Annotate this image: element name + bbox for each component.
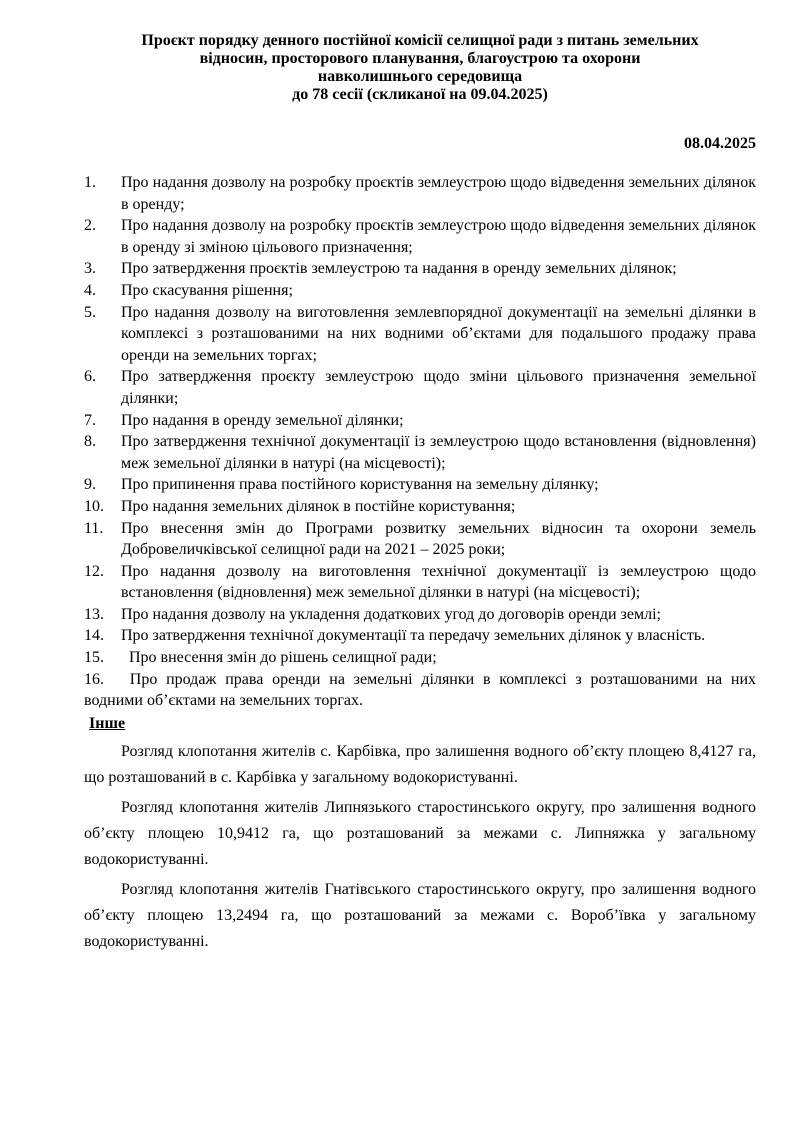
agenda-item-number: 5. (84, 303, 96, 321)
agenda-item-text: Про затвердження технічної документації із землеустрою щодо встановлення (відновлення) меж земельної ділянки в натурі (на місцевості); (121, 433, 756, 472)
section-heading-other: Інше (89, 714, 126, 732)
agenda-item (84, 496, 756, 518)
document-date: 08.04.2025 (684, 135, 756, 152)
agenda-item-number: 12. (84, 562, 104, 580)
agenda-item (84, 604, 756, 626)
agenda-item (84, 215, 756, 258)
agenda-item-text: Про надання дозволу на укладення додаткових угод до договорів оренди землі; (121, 605, 661, 623)
agenda-item-text: Про внесення змін до рішень селищної ради; (121, 649, 437, 667)
agenda-item (84, 647, 756, 669)
petition-paragraph: Розгляд клопотання жителів Гнатівського старостинського округу, про залишення водного об’єкту площею 13,2494 га, що розташований за межами с. Вороб’ївка у загальному водокористуванні. (84, 880, 756, 950)
agenda-item (84, 518, 756, 561)
agenda-item (84, 474, 756, 496)
agenda-item-number: 11. (84, 519, 104, 537)
agenda-item-text: Про внесення змін до Програми розвитку земельних відносин та охорони земель Добровеличківської селищної ради на 2021 – 2025 роки; (121, 519, 756, 559)
title-line: Проєкт порядку денного постійної комісії селищної ради з питань земельних (141, 32, 699, 49)
agenda-item-text: Про надання дозволу на виготовлення землевпорядної документації на земельні ділянки в комплексі з розташованими на них водними об’єктами для подальшого продажу права оренди на земельних торгах; (121, 303, 756, 364)
agenda-item-text: Про надання дозволу на розробку проєктів землеустрою щодо відведення земельних ділянок в оренду; (121, 174, 756, 213)
agenda-item-number: 8. (84, 433, 96, 451)
agenda-item (84, 302, 756, 367)
agenda-list (84, 172, 760, 712)
agenda-item-number: 2. (84, 217, 96, 235)
agenda-item (84, 561, 756, 604)
agenda-item-number: 6. (84, 368, 96, 386)
agenda-item (84, 431, 756, 474)
agenda-item-text: Про припинення права постійного користування на земельну ділянку; (121, 476, 599, 494)
agenda-item (84, 625, 756, 647)
agenda-item-number: 9. (84, 476, 96, 494)
agenda-item-text: Про затвердження технічної документації та передачу земельних ділянок у власність. (121, 627, 706, 645)
agenda-item-number: 3. (84, 260, 96, 278)
agenda-item (84, 669, 760, 712)
agenda-item (84, 366, 756, 409)
agenda-item-text: Про затвердження проєкту землеустрою щодо зміни цільового призначення земельної ділянки; (121, 368, 756, 407)
agenda-item-text: Про надання дозволу на розробку проєктів землеустрою щодо відведення земельних ділянок в оренду зі зміною цільового призначення; (121, 217, 756, 256)
agenda-item-number: 16. (84, 670, 104, 688)
agenda-item-number: 10. (84, 497, 104, 515)
agenda-item (84, 410, 756, 432)
agenda-item-text: Про скасування рішення; (121, 281, 293, 299)
title-line: відносин, просторового планування, благоустрою та охорони (199, 50, 641, 67)
title-line: навколишнього середовища (317, 68, 523, 85)
agenda-item-number: 13. (84, 605, 104, 623)
petition-paragraph: Розгляд клопотання жителів с. Карбівка, про залишення водного об’єкту площею 8,4127 га, що розташований в с. Карбівка у загальному водокористуванні. (84, 742, 756, 786)
agenda-item-text: Про надання в оренду земельної ділянки; (121, 411, 404, 429)
agenda-item-text: Про надання земельних ділянок в постійне користування; (121, 497, 516, 515)
petition-paragraph: Розгляд клопотання жителів Липнязького старостинського округу, про залишення водного об’єкту площею 10,9412 га, що розташований за межами с. Липняжка у загальному водокористуванні. (84, 798, 756, 868)
agenda-item-text: Про затвердження проєктів землеустрою та надання в оренду земельних ділянок; (121, 260, 677, 278)
agenda-item-text: Про продаж права оренди на земельні ділянки в комплексі з розташованими на них водними об’єктами на земельних торгах. (84, 670, 760, 710)
agenda-item-number: 15. (84, 649, 104, 667)
title-line: до 78 сесії (скликаної на 09.04.2025) (292, 86, 548, 103)
agenda-item-text: Про надання дозволу на виготовлення технічної документації із землеустрою щодо встановлення (відновлення) меж земельної ділянки в натурі (на місцевості); (121, 562, 756, 602)
agenda-item (84, 280, 756, 302)
agenda-item (84, 258, 756, 280)
agenda-item-number: 7. (84, 411, 96, 429)
agenda-item-number: 14. (84, 627, 104, 645)
document-title (84, 32, 756, 104)
agenda-item-number: 4. (84, 281, 96, 299)
agenda-item-number: 1. (84, 174, 96, 191)
agenda-item (84, 172, 756, 215)
